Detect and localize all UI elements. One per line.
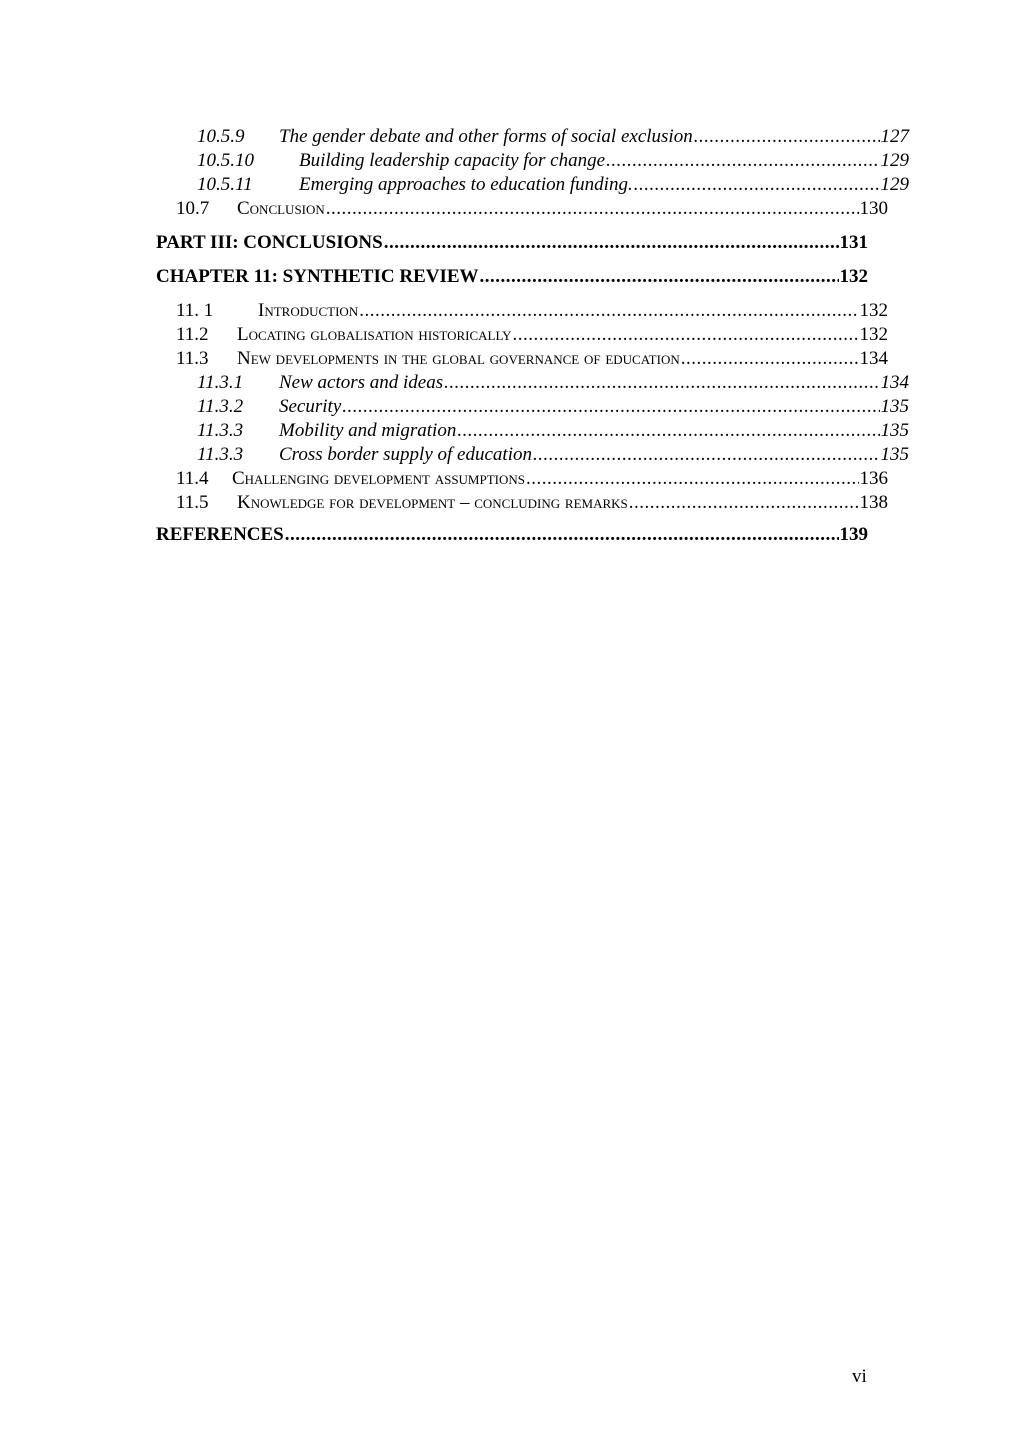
toc-entry-title: PART III: CONCLUSIONS <box>156 232 383 253</box>
toc-entry-page: 134 <box>859 348 888 369</box>
toc-entry-title: Conclusion <box>237 198 325 219</box>
toc-entry[interactable] <box>156 299 888 323</box>
toc-entry-title: Security <box>279 396 342 417</box>
toc-entry-page: 130 <box>859 198 888 219</box>
toc-entry-title: The gender debate and other forms of social exclusion <box>279 126 693 147</box>
toc-entry-page: 139 <box>839 524 868 545</box>
toc-entry[interactable] <box>156 149 909 173</box>
dot-leader <box>285 523 839 547</box>
toc-entry-page: 136 <box>859 468 888 489</box>
dot-leader <box>513 323 859 347</box>
dot-leader <box>359 299 858 323</box>
toc-entry[interactable] <box>156 323 888 347</box>
toc-entry-page: 127 <box>880 126 909 147</box>
toc-entry-page: 129 <box>880 174 909 195</box>
dot-leader <box>694 125 880 149</box>
toc-entry-title: New actors and ideas <box>279 372 444 393</box>
toc-entry-part[interactable] <box>156 231 868 255</box>
toc-entry-title: Mobility and migration <box>279 420 457 441</box>
toc-entry-number: 11.3.3 <box>197 444 244 465</box>
toc-entry-title: Challenging development assumptions <box>232 468 526 489</box>
toc-entry[interactable] <box>156 491 888 515</box>
toc-entry[interactable] <box>156 419 909 443</box>
dot-leader <box>629 491 859 515</box>
dot-leader <box>526 467 858 491</box>
dot-leader <box>342 395 879 419</box>
page-number: vi <box>852 1366 867 1387</box>
toc-entry-title: Introduction <box>258 300 359 321</box>
toc-entry-page: 138 <box>859 492 888 513</box>
dot-leader <box>533 443 880 467</box>
toc-entry-references[interactable] <box>156 523 868 547</box>
toc-entry-number: 11.3 <box>176 348 209 369</box>
toc-entry-title: Locating globalisation historically <box>237 324 512 345</box>
toc-entry[interactable] <box>156 467 888 491</box>
toc-entry-page: 132 <box>839 266 868 287</box>
toc-entry-title: Emerging approaches to education funding. <box>299 174 633 195</box>
toc-entry-page: 132 <box>859 300 888 321</box>
toc-entry-number: 11.3.3 <box>197 420 244 441</box>
toc-entry-number: 10.5.9 <box>197 126 245 147</box>
dot-leader <box>681 347 859 371</box>
toc-entry[interactable] <box>156 197 888 221</box>
toc-entry-page: 134 <box>880 372 909 393</box>
dot-leader <box>457 419 879 443</box>
toc-entry-number: 10.7 <box>176 198 210 219</box>
toc-entry-title: Building leadership capacity for change <box>299 150 606 171</box>
toc-entry[interactable] <box>156 173 909 197</box>
toc-entry[interactable] <box>156 347 888 371</box>
toc-entry-number: 10.5.11 <box>197 174 253 195</box>
toc-entry-number: 11.5 <box>176 492 209 513</box>
toc-entry-number: 11.3.1 <box>197 372 244 393</box>
toc-entry-page: 135 <box>880 420 909 441</box>
dot-leader <box>606 149 879 173</box>
toc-entry[interactable] <box>156 395 909 419</box>
toc-entry-number: 11. 1 <box>176 300 214 321</box>
toc-entry-title: CHAPTER 11: SYNTHETIC REVIEW <box>156 266 479 287</box>
dot-leader <box>480 265 839 289</box>
toc-entry-page: 132 <box>859 324 888 345</box>
toc-entry-page: 135 <box>880 396 909 417</box>
toc-entry[interactable] <box>156 125 909 149</box>
toc-entry-number: 11.3.2 <box>197 396 244 417</box>
toc-entry-number: 11.4 <box>176 468 209 489</box>
toc-entry-page: 129 <box>880 150 909 171</box>
toc-entry[interactable] <box>156 443 909 467</box>
dot-leader <box>326 197 859 221</box>
toc-entry-title: Knowledge for development – concluding remarks <box>237 492 628 513</box>
toc-entry-title: Cross border supply of education <box>279 444 532 465</box>
toc-entry-number: 11.2 <box>176 324 209 345</box>
toc-entry-page: 131 <box>839 232 868 253</box>
toc-entry-number: 10.5.10 <box>197 150 254 171</box>
toc-entry[interactable] <box>156 371 909 395</box>
toc-entry-title: REFERENCES <box>156 524 284 545</box>
dot-leader <box>384 231 839 255</box>
dot-leader <box>444 371 879 395</box>
toc-entry-title: New developments in the global governance of education <box>237 348 680 369</box>
toc-entry-page: 135 <box>880 444 909 465</box>
toc-entry-chapter[interactable] <box>156 265 868 289</box>
dot-leader <box>634 173 880 197</box>
